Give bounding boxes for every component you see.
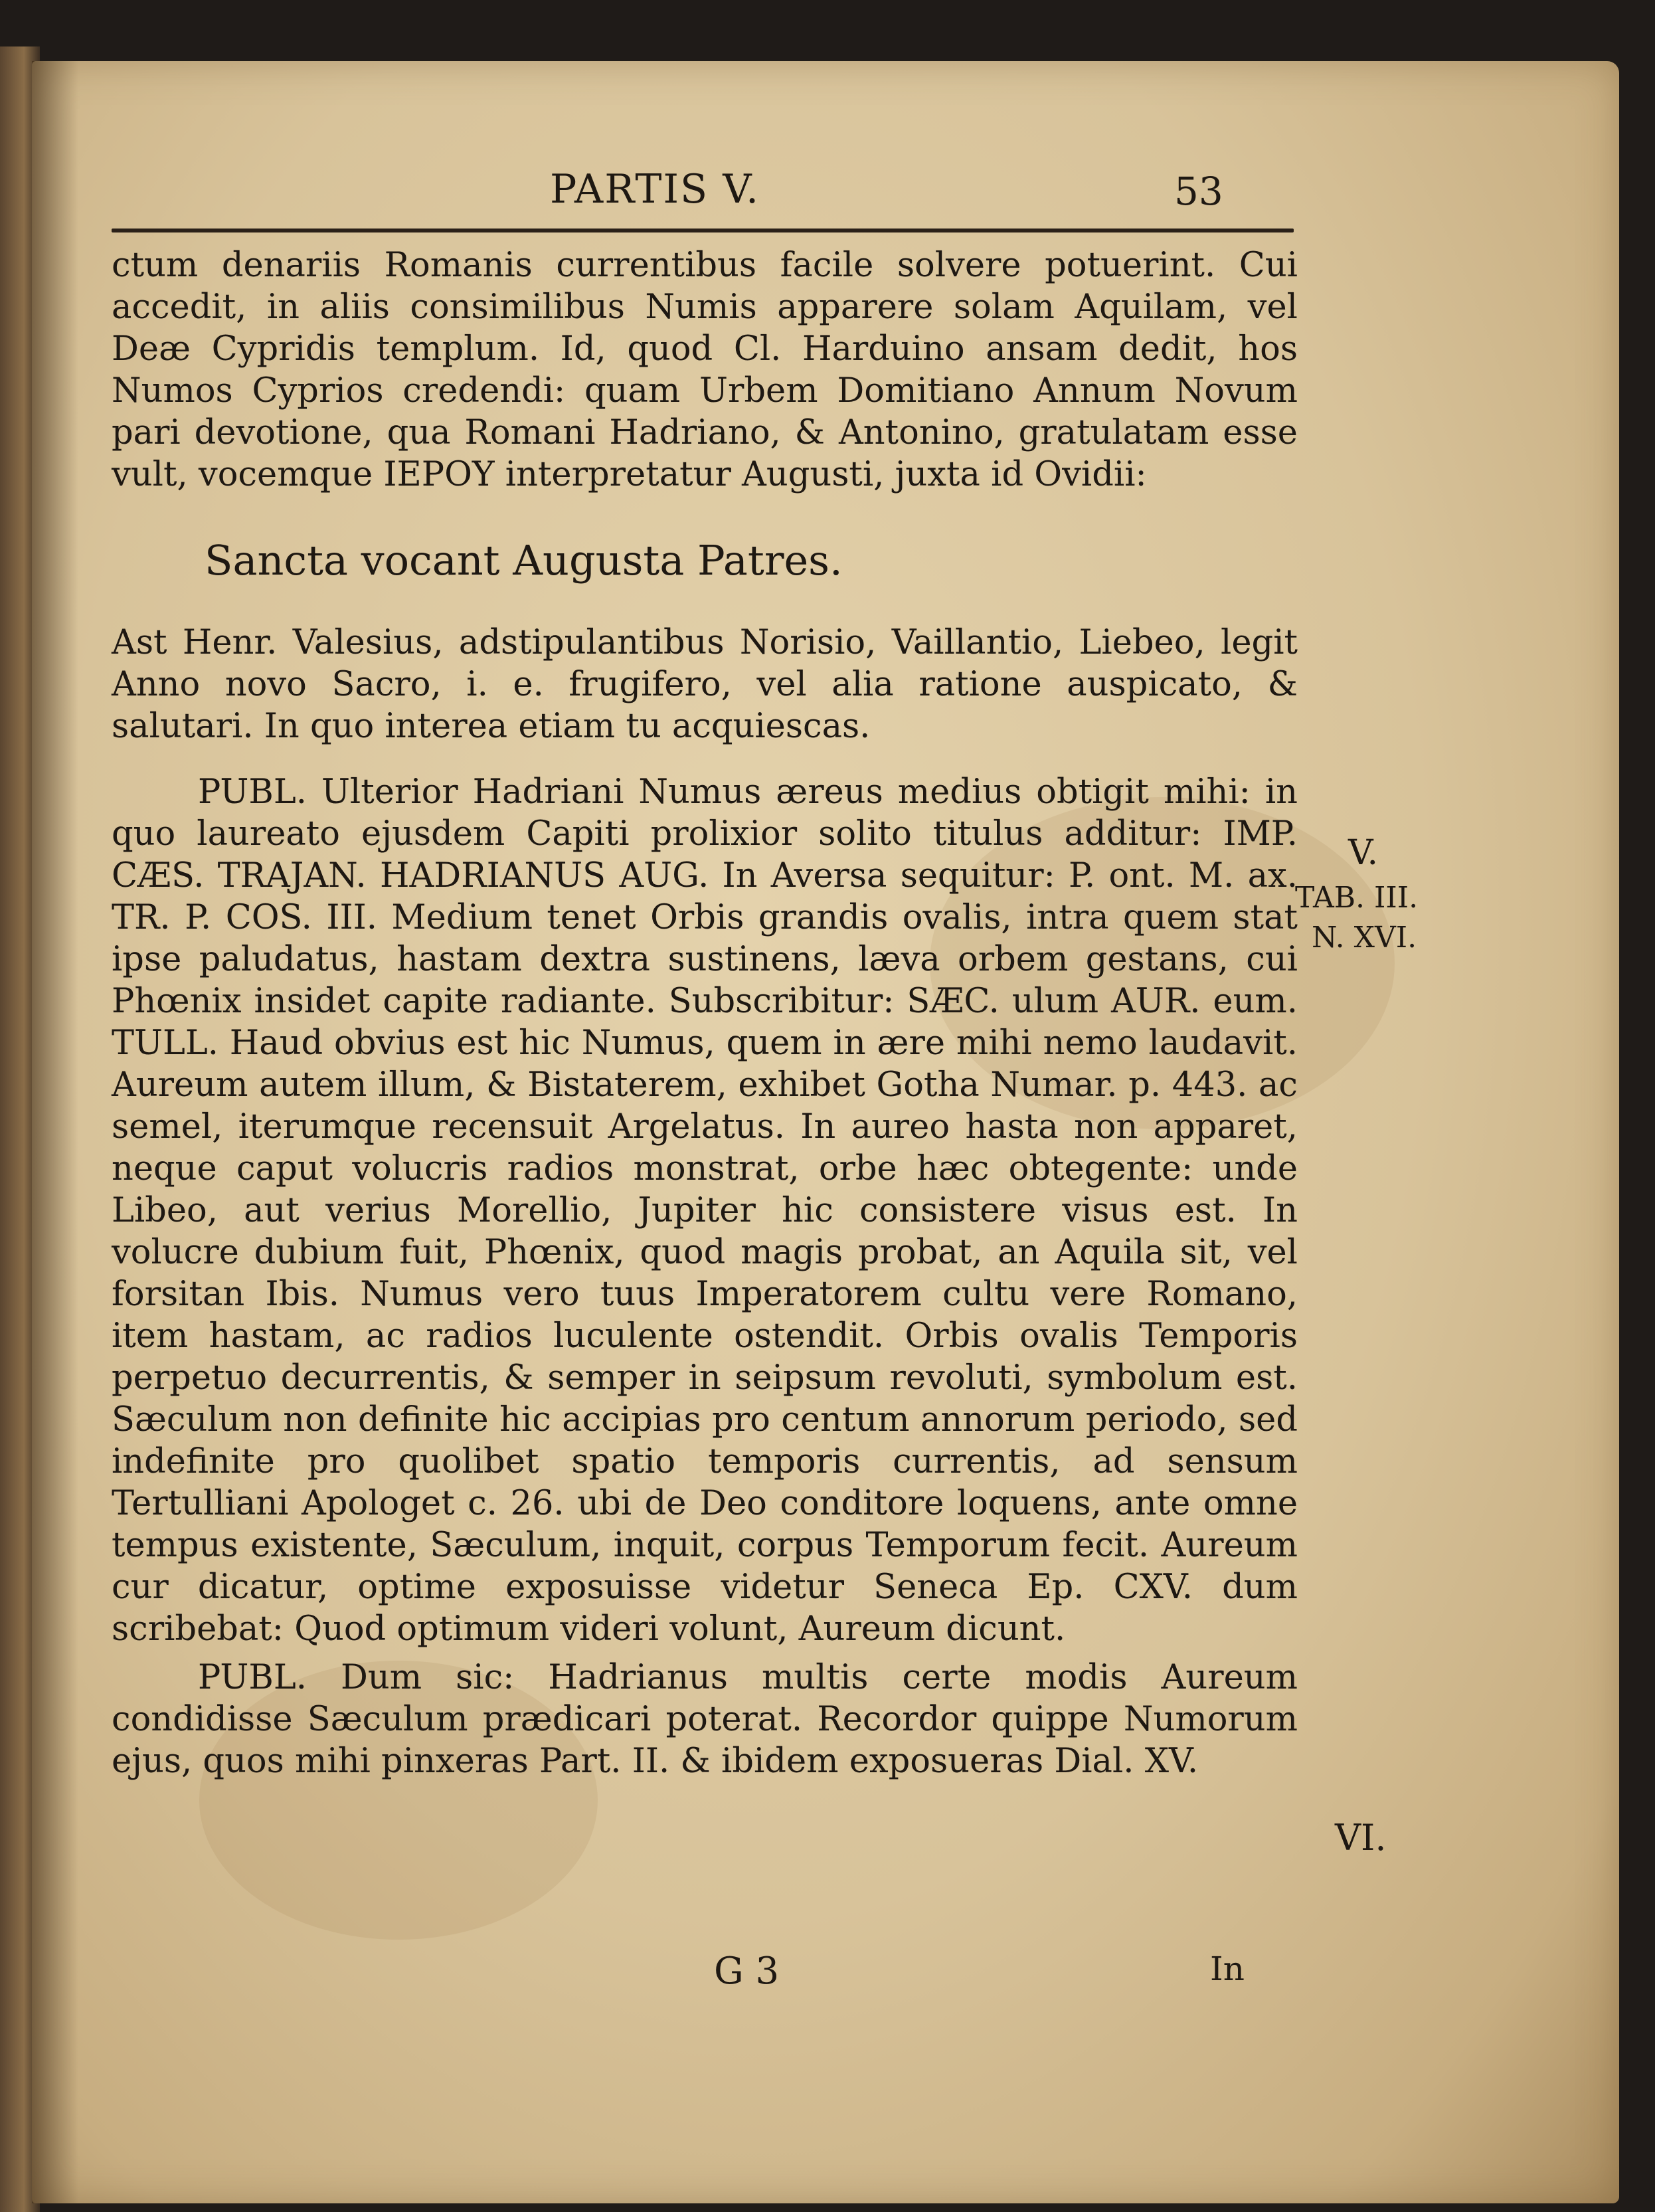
paragraph: PUBL. Dum sic: Hadrianus multis certe modis Aureum condidisse Sæculum prædicari poterat. Recordor quippe Numorum ejus, quos mihi pinxeras Part. II. & ibidem exposueras Dial. XV. (112, 1658, 1298, 1781)
header-rule (112, 229, 1294, 232)
margin-note-plate: TAB. III. (1295, 881, 1419, 915)
paragraph: Ast Henr. Valesius, adstipulantibus Norisio, Vaillantio, Liebeo, legit Anno novo Sacro, i. e. frugifero, vel alia ratione auspicato, & salutari. In quo interea etiam tu acquiescas. (112, 623, 1298, 746)
paragraph: ctum denariis Romanis currentibus facile solvere potuerint. Cui accedit, in aliis consimilibus Numis apparere solam Aquilam, vel Deæ Cypridis templum. Id, quod Cl. Harduino ansam dedit, hos Numos Cyprios credendi: quam Urbem Domitiano Annum Novum pari devotione, qua Romani Hadriano, & Antonino, gratulatam esse vult, vocemque ΙΕΡΟΥ interpretatur Augusti, juxta id Ovidii: (112, 246, 1298, 494)
paragraph-gap (112, 747, 1298, 771)
paragraph: PUBL. Ulterior Hadriani Numus æreus medius obtigit mihi: in quo laureato ejusdem Capiti prolixior solito titulus additur: IMP. CÆS. TRAJAN. HADRIANUS AUG. In Aversa sequitur: P. ont. M. ax. TR. P. COS. III. Medium tenet Orbis grandis ovalis, intra quem stat ipse paludatus, hastam dextra sustinens, læva orbem gestans, cui Phœnix insidet capite radiante. Subscribitur: SÆC. ulum AUR. eum. TULL. Haud obvius est hic Numus, quem in ære mihi nemo laudavit. Aureum autem illum, & Bistaterem, exhibet Gotha Numar. p. 443. ac semel, iterumque recensuit Argelatus. In aureo hasta non apparet, neque caput volucris radios monstrat, orbe hæc obtegente: unde Libeo, aut verius Morellio, Jupiter hic consistere visus est. In volucre dubium fuit, Phœnix, quod magis probat, an Aquila sit, vel forsitan Ibis. Numus vero tuus Imperatorem cultu vere Romano, item hastam, ac radios luculente ostendit. Orbis ovalis Temporis perpetuo decurrentis, & semper in seipsum revoluti, symbolum est. Sæculum non definite hic accipias pro centum annorum periodo, sed indefinite pro quolibet spatio temporis currentis, ad sensum Tertulliani Apologet c. 26. ubi de Deo conditore loquens, ante omne tempus existente, Sæculum, inquit, corpus Temporum fecit. Aureum cur dicatur, optime exposuisse videtur Seneca Ep. CXV. dum scribebat: Quod optimum videri volunt, Aureum dicunt. (112, 773, 1298, 1649)
verse-quotation: Sancta vocant Augusta Patres. (205, 536, 843, 585)
page-body (112, 244, 1298, 1782)
page-number: 53 (1174, 169, 1223, 214)
signature-mark: G 3 (714, 1950, 780, 1993)
running-header (112, 159, 1294, 232)
margin-note-dialogue-number: V. (1348, 833, 1378, 873)
page-gutter-shadow (32, 61, 78, 2203)
paragraph-gap (112, 1650, 1298, 1657)
margin-note-dialogue-number: VI. (1335, 1817, 1387, 1859)
margin-note-figure: N. XVI. (1312, 921, 1417, 955)
running-title: PARTIS V. (550, 166, 760, 213)
catchword: In (1210, 1950, 1245, 1988)
